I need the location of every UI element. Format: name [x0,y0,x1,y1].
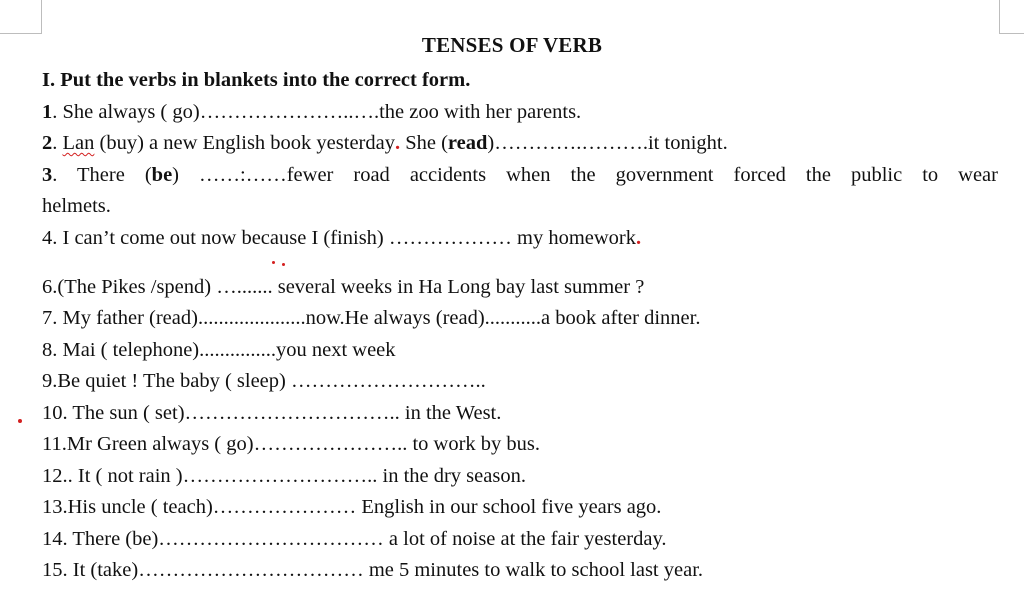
question-2-mid2: She ( [400,132,448,154]
question-2-mid: (buy) a new English book yesterday [94,132,395,154]
exercise-instruction: I. Put the verbs in blankets into the correct form. [42,69,471,91]
question-4-text: 4. I can’t come out now because I (finish) ……………… my homework [42,227,636,249]
question-4 [42,228,641,249]
question-3-rest: ) ……:……fewer road accidents when the government forced the public to wear [172,164,998,186]
question-3-pre: . There ( [52,164,152,186]
question-8: 8. Mai ( telephone)...............you next week [42,339,396,361]
question-2-number: 2 [42,132,53,154]
question-9: 9.Be quiet ! The baby ( sleep) ……………………….. [42,370,486,392]
question-7: 7. My father (read).....................now.He always (read)...........a book after dinner. [42,307,701,329]
question-3-number: 3 [42,164,53,186]
question-3-verb: be [151,164,173,186]
question-14: 14. There (be)…………………………… a lot of noise at the fair yesterday. [42,528,667,550]
question-11: 11.Mr Green always ( go)………………….. to work by bus. [42,433,541,455]
question-15: 15. It (take)…………………………… me 5 minutes to walk to school last year. [42,559,704,581]
stray-mark [282,263,285,266]
question-2-pre: . [52,132,63,154]
crop-mark-top-right [999,0,1024,34]
question-1 [42,102,581,123]
question-10: 10. The sun ( set)………………………….. in the West. [42,402,502,424]
crop-mark-top-left [0,0,42,34]
question-2-post: )………….……….it tonight. [487,132,728,154]
page-title: TENSES OF VERB [421,33,603,57]
question-6: 6.(The Pikes /spend) …....... several weeks in Ha Long bay last summer ? [42,276,645,298]
question-12: 12.. It ( not rain )……………………….. in the dry season. [42,465,526,487]
stray-mark [18,419,22,423]
question-4-mark: . [636,227,642,249]
question-2-verb: read [447,132,488,154]
question-3-line-1 [42,165,998,186]
stray-mark [272,261,275,264]
question-2-name: Lan [62,132,95,154]
question-2 [42,133,728,154]
question-1-number: 1 [42,101,53,123]
question-3-line-2: helmets. [42,195,111,217]
question-2-mark: . [394,132,401,154]
question-1-text: . She always ( go)…………………..….the zoo with her parents. [52,101,582,123]
question-13: 13.His uncle ( teach)………………… English in our school five years ago. [42,496,662,518]
